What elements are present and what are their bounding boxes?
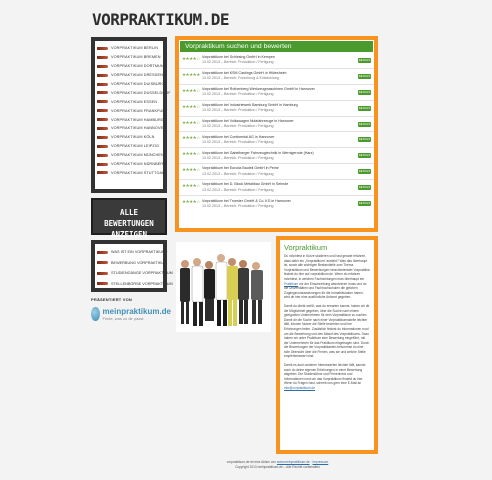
city-label: VORPRAKTIKUM BERLIN (111, 46, 159, 51)
rating-row[interactable] (179, 117, 374, 133)
city-label: VORPRAKTIKUM HANNOVER (111, 126, 167, 131)
city-link[interactable] (97, 133, 161, 142)
star-rating-icon: ★★★★☆ (182, 87, 200, 93)
rating-company[interactable]: Vorpraktikum bei Schlesing GmbH in Kempen (202, 55, 275, 60)
details-button[interactable]: DETAILS (358, 105, 371, 110)
impressum-link[interactable]: Impressum (312, 460, 329, 464)
info-link-label: WAS IST EIN VORPRAKTIKUM? (111, 250, 168, 255)
city-link[interactable] (97, 142, 161, 151)
pin-icon (97, 282, 108, 285)
details-button[interactable]: DETAILS (358, 185, 371, 190)
city-link[interactable] (97, 80, 165, 89)
rating-row[interactable] (179, 164, 374, 180)
star-rating-icon: ★★★★☆ (182, 151, 200, 157)
info-link-label: BEWERBUNG VORPRAKTIKUM (111, 260, 168, 265)
pin-icon (97, 136, 108, 139)
rating-meta: 13.02.2013 – Bereich: Produktion / Fertigung (202, 92, 274, 97)
all-reviews-button[interactable] (91, 198, 167, 239)
city-label: VORPRAKTIKUM BREMEN (111, 55, 161, 60)
rating-text (202, 199, 358, 209)
star-rating-icon: ★★★★☆ (182, 167, 200, 173)
rating-meta: 13.02.2013 – Bereich: Produktion / Fertigung (202, 203, 274, 208)
city-label: VORPRAKTIKUM DÜSSELDORF (111, 90, 171, 95)
people-photo (176, 242, 271, 332)
rating-row[interactable] (179, 53, 374, 69)
rating-meta: 13.02.2013 – Bereich: Produktion / Fertigung (202, 139, 274, 144)
ratings-title: Vorpraktikum suchen und bewerten (180, 41, 373, 52)
rating-row[interactable] (179, 148, 374, 164)
pin-icon (97, 74, 108, 77)
city-label: VORPRAKTIKUM DORTMUND (111, 64, 167, 69)
star-rating-icon: ★★★★☆ (182, 56, 200, 61)
pin-icon (97, 145, 108, 148)
rating-text (202, 71, 358, 81)
pin-icon (97, 56, 108, 59)
details-button[interactable]: DETAILS (358, 169, 371, 174)
city-link[interactable] (97, 44, 161, 53)
info-text: Du möchtest in Kürze studieren und hast gerade erfahren, dass dafür ein „Vorpraktikum“ ansteht? Was das überhaupt ist, sowie alle wichtigen Bestandteile zum Thema Vorpraktikum und Bewerbungen verschiedenster Vorpraktika findest du hier auf vorpraktikum.de. Wenn du erfahren möchtest, in welchen Fachrichtungen man überhaupt ein (284, 254, 370, 281)
city-label: VORPRAKTIKUM MÜNCHEN (111, 153, 164, 158)
rating-text (202, 182, 358, 192)
rating-company[interactable]: Vorpraktikum bei Troester GmbH & Co. KG in Hannover (202, 198, 291, 203)
info-link[interactable] (97, 258, 168, 269)
site-logo[interactable]: VORPRAKTIKUM.DE (92, 10, 229, 29)
rating-row[interactable] (179, 132, 374, 148)
pin-icon (97, 251, 108, 254)
city-link[interactable] (97, 160, 167, 169)
rating-company[interactable]: Vorpraktikum bei KSM Castings GmbH in Hildesheim (202, 71, 287, 76)
rating-row[interactable] (179, 101, 374, 117)
rating-company[interactable]: Vorpraktikum bei Gabelberger Fahrzeugtechnik in Wernigerode (Harz) (202, 150, 314, 155)
info-paragraph (284, 254, 370, 300)
info-paragraph (284, 304, 370, 359)
rating-meta: 13.02.2013 – Bereich: Produktion / Fertigung (202, 155, 274, 160)
rating-row[interactable] (179, 69, 374, 85)
footer-link[interactable]: www.meinpraktikum.de (276, 460, 310, 464)
info-text: vor der Einschreibung absolvieren muss und ob die Universitäten und Fachhochschulen die gleichen Zugangsvoraussetzungen für die Immatrikulation haben, wird dir hier eine ausführliche Antwort gegeben. (284, 281, 367, 300)
city-label: VORPRAKTIKUM FRANKFURT (111, 108, 168, 113)
rating-meta: 13.02.2013 – Bereich: Produktion / Fertigung (202, 60, 274, 65)
city-label: VORPRAKTIKUM STUTTGART (111, 170, 168, 175)
footer (175, 460, 380, 469)
city-label: VORPRAKTIKUM LEIPZIG (111, 144, 159, 149)
rating-text (202, 55, 358, 65)
city-label: VORPRAKTIKUM ESSEN (111, 99, 158, 104)
info-links (91, 240, 173, 292)
pin-icon (97, 109, 108, 112)
pin-icon (97, 154, 108, 157)
city-label: VORPRAKTIKUM NÜRNBERG (111, 162, 167, 167)
pin-icon (97, 127, 108, 130)
info-text: Damit du direkt weißt, was du erwarten kannst, haben wir dir die Möglichkeit gegeben, über die Suche nach einem geeigneten Unternehmen für dein Vorpraktikum zu suchen. Damit dir die Suche nach einer Vorpraktikumsstelle leichter fällt, können Nutzer die Stelle bewerten und ihre Erfahrungen teilen. Zusätzlich findest du Informationen rund um die Bewerbung und den Ablauf des Vorpraktikums. Dazu haben wir unter Praktikum eine Bewertung eingeführt, mit der Unternehmen für das Praktikum eingetragen sind. Durch die Bewertungen der Vorpraktikanten bekommst du eine tolle Übersicht über die Firmen, was sie und welche Stelle empfehlenswert sind. (284, 303, 370, 359)
rating-text (202, 166, 358, 176)
rating-meta: 13.02.2013 – Bereich: Produktion / Fertigung (202, 187, 274, 192)
star-rating-icon: ★★★★☆ (182, 199, 200, 205)
rating-company[interactable]: Vorpraktikum bei Continental AG in Hannover (202, 134, 275, 139)
partner-logo-icon (91, 307, 100, 321)
button-label-line1: ALLE BEWERTUNGEN (104, 208, 154, 228)
presented-by-label: PRÄSENTIERT VON (91, 297, 133, 302)
star-rating-icon: ★★★★☆ (182, 183, 200, 189)
info-link-label: STELLENBÖRSE VORPRAKTIKUM (111, 281, 173, 286)
person (204, 261, 215, 321)
details-button[interactable]: DETAILS (358, 137, 371, 142)
pin-icon (97, 91, 108, 94)
city-nav (91, 37, 171, 193)
praktikum-link[interactable]: Praktikum (284, 281, 299, 286)
city-link[interactable] (97, 62, 167, 71)
rating-company[interactable]: Vorpraktikum bei Rothenberg Werkzeugmaschinen GmbH in Hannover (202, 87, 315, 92)
rating-row[interactable] (179, 85, 374, 101)
rating-text (202, 103, 358, 113)
pin-icon (97, 261, 108, 264)
details-button[interactable]: DETAILS (358, 153, 371, 158)
info-link[interactable] (97, 279, 173, 290)
rating-meta: 13.02.2013 – Bereich: Produktion / Fertigung (202, 108, 274, 113)
star-rating-icon: ★★★★★ (182, 71, 200, 77)
info-title: Vorpraktikum (284, 243, 328, 252)
partner-tagline: Finde, was zu dir passt (102, 315, 144, 321)
info-link[interactable] (97, 247, 168, 258)
pin-icon (97, 100, 108, 103)
info-panel (276, 236, 378, 454)
footer-text: vorpraktikum.de ist eine Aktion von (226, 460, 276, 464)
city-label: VORPRAKTIKUM DRESDEN (111, 73, 163, 78)
city-link[interactable] (97, 88, 171, 97)
pin-icon (97, 171, 108, 174)
pin-icon (97, 272, 108, 275)
rating-text (202, 135, 358, 145)
rating-text (202, 87, 358, 97)
rating-row[interactable] (179, 180, 374, 196)
details-button[interactable]: DETAILS (358, 73, 371, 78)
rating-text (202, 119, 358, 129)
info-link-label: STUDIENGÄNGE VORPRAKTIKUM (111, 271, 173, 276)
pin-icon (97, 47, 108, 50)
rating-meta: 13.02.2013 – Bereich: Produktion / Fertigung (202, 171, 274, 176)
star-rating-icon: ★★★★☆ (182, 103, 200, 109)
city-label: VORPRAKTIKUM HAMBURG (111, 117, 164, 122)
pin-icon (97, 83, 108, 86)
details-button[interactable]: DETAILS (358, 89, 371, 94)
rating-row[interactable] (179, 196, 374, 212)
ratings-panel (175, 36, 378, 232)
star-rating-icon: ★★★★☆ (182, 135, 200, 141)
city-link[interactable] (97, 53, 161, 62)
city-link[interactable] (97, 151, 164, 160)
city-link[interactable] (97, 115, 164, 124)
pin-icon (97, 65, 108, 68)
copyright: Copyright 2013 meinpraktikum.de – Alle Rechte vorbehalten (235, 464, 320, 469)
rating-text (202, 151, 358, 161)
rating-meta: 13.02.2013 – Bereich: Forschung & Entwicklung (202, 76, 279, 81)
details-button[interactable]: DETAILS (358, 121, 371, 126)
city-link[interactable] (97, 106, 168, 115)
footer-separator: · (310, 460, 313, 464)
info-paragraph (284, 363, 370, 391)
pin-icon (97, 163, 108, 166)
city-link[interactable] (97, 124, 167, 133)
city-link[interactable] (97, 168, 168, 177)
star-rating-icon: ★★★★☆ (182, 119, 200, 125)
city-link[interactable] (97, 71, 161, 80)
rating-company[interactable]: Vorpraktikum bei Volkswagen Nutzfahrzeuge in Hannover (202, 118, 294, 123)
details-button[interactable]: DETAILS (358, 57, 371, 62)
pin-icon (97, 118, 108, 121)
email-link[interactable]: info@vorpraktikum.de (284, 386, 316, 391)
partner-name: meinpraktikum.de (102, 306, 171, 316)
button-label-line2: ANZEIGEN (110, 230, 148, 239)
city-link[interactable] (97, 97, 161, 106)
rating-company[interactable]: Vorpraktikum bei Industriewerk Bamburg GmbH in Hamburg (202, 102, 298, 107)
city-label: VORPRAKTIKUM KÖLN (111, 135, 155, 140)
city-label: VORPRAKTIKUM DUISBURG (111, 82, 165, 86)
details-button[interactable]: DETAILS (358, 201, 371, 206)
info-link[interactable] (97, 268, 173, 279)
rating-meta: 13.02.2013 – Bereich: Produktion / Fertigung (202, 124, 274, 128)
rating-company[interactable]: Vorpraktikum bei Euroda Bauteil GmbH in Peine (202, 166, 279, 171)
info-text: Damit es auch anderen Interessierten leichter fällt, kannst auch du deine eigenen Erfahrungen in einer Bewertung abgeben. Die Studienlöhne und Firmeninfos und Informationen rund um das Vorpraktikum findest du hier. Wenn du Fragen hast, schreib uns gern eine E-Mail an (284, 363, 366, 386)
partner-logo[interactable] (91, 305, 171, 323)
rating-company[interactable]: Vorpraktikum bei D. Block Metallbau GmbH in Sehnde (202, 182, 289, 187)
